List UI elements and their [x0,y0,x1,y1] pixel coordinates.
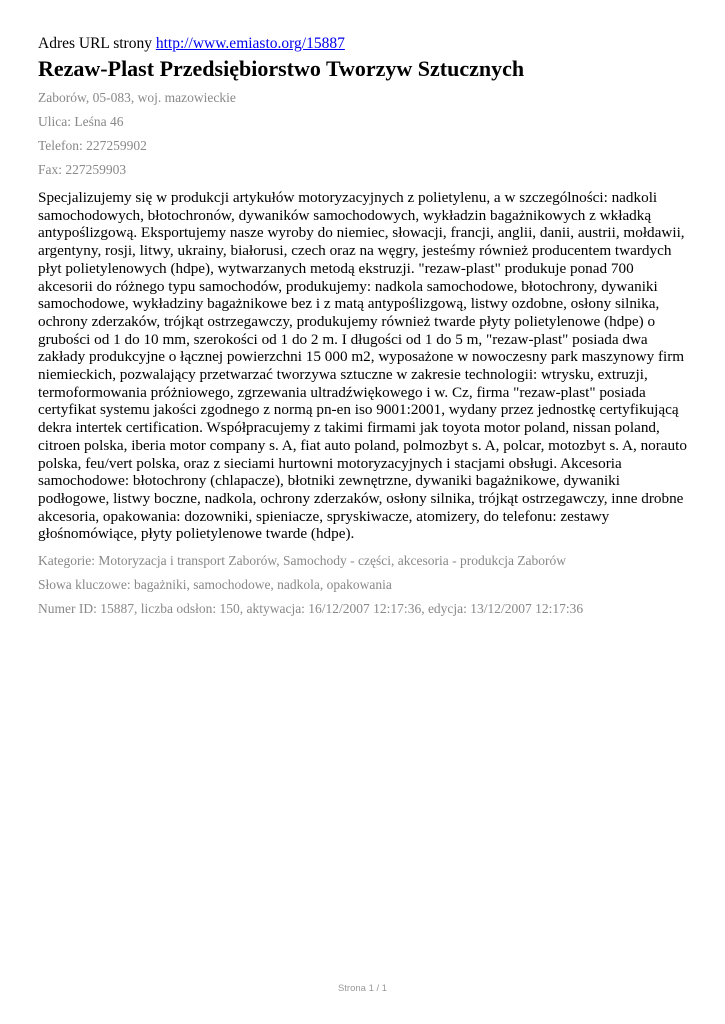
company-street: Ulica: Leśna 46 [38,114,124,129]
url-line [38,34,690,54]
page-number-footer: Strona 1 / 1 [337,983,388,994]
document-page [38,0,690,618]
company-phone: Telefon: 227259902 [38,138,147,153]
company-description: Specjalizujemy się w produkcji artykułów motoryzacyjnych z polietylenu, a w szczególności: nadkoli samochodowych, błotochronów, dywaników samochodowych, wykładzin bagażnikowych z wkładką antypoślizgową. Eksportujemy nasze wyroby do niemiec, słowacji, francji, anglii, danii, austrii, mołdawii, argentyny, rosji, litwy, ukrainy, białorusi, czech oraz na węgry, jesteśmy również producentem twardych płyt polietylenowych (hdpe), wytwarzanych metodą ekstruzji. "rezaw-plast" produkuje ponad 700 akcesorii do różnego typu samochodów, produkujemy: nadkola samochodowe, błotochrony, dywaniki samochodowe, wykładziny bagażnikowe bez i z matą antypoślizgową, listwy ozdobne, osłony silnika, ochrony zderzaków, trójkąt ostrzegawczy, produkujemy również twarde płyty polietylenowe (hdpe) o grubości od 1 do 10 mm, szerokości od 1 do 2 m. I długości od 1 do 5 m, "rezaw-plast" posiada dwa zakłady produkcyjne o łącznej powierzchni 15 000 m2, wyposażone w nowoczesny park maszynowy firm niemieckich, pozwalający przetwarzać tworzywa sztuczne w zakresie technologii: wtrysku, extruzji, termoformowania próżniowego, zgrzewania ultradźwiękowego i w. Cz, firma "rezaw-plast" posiada certyfikat systemu jakości zgodnego z normą pn-en iso 9001:2001, wydany przez jednostkę certyfikującą dekra intertek certification. Współpracujemy z takimi firmami jak toyota motor poland, nissan poland, citroen polska, iberia motor company s. A, fiat auto poland, polmozbyt s. A, polcar, motozbyt s. A, norauto polska, feu/vert polska, oraz z sieciami hurtowni motoryzacyjnych i stacjami obsługi. Akcesoria samochodowe: błotochrony (chlapacze), błotniki zewnętrzne, dywaniki bagażnikowe, dywaniki podłogowe, listwy boczne, nadkola, ochrony zderzaków, osłony silnika, trójkąt ostrzegawczy, inne drobne akcesoria, opakowania: dozowniki, spieniacze, spryskiwacze, atomizery, do telefonu: zestawy głośnomówiące, płyty polietylenowe twarde (hdpe). [38,189,687,543]
url-label: Adres URL strony [38,35,152,52]
record-info-line: Numer ID: 15887, liczba odsłon: 150, aktywacja: 16/12/2007 12:17:36, edycja: 13/12/2007 12:17:36 [38,601,584,617]
company-fax: Fax: 227259903 [38,162,127,177]
categories-line: Kategorie: Motoryzacja i transport Zaborów, Samochody - części, akcesoria - produkcja Zaborów [38,553,567,569]
company-address: Zaborów, 05-083, woj. mazowieckie [38,90,236,105]
company-title: Rezaw-Plast Przedsiębiorstwo Tworzyw Sztucznych [38,56,525,81]
keywords-line: Słowa kluczowe: bagażniki, samochodowe, nadkola, opakowania [38,577,392,593]
page-url-link[interactable]: http://www.emiasto.org/15887 [155,35,345,52]
